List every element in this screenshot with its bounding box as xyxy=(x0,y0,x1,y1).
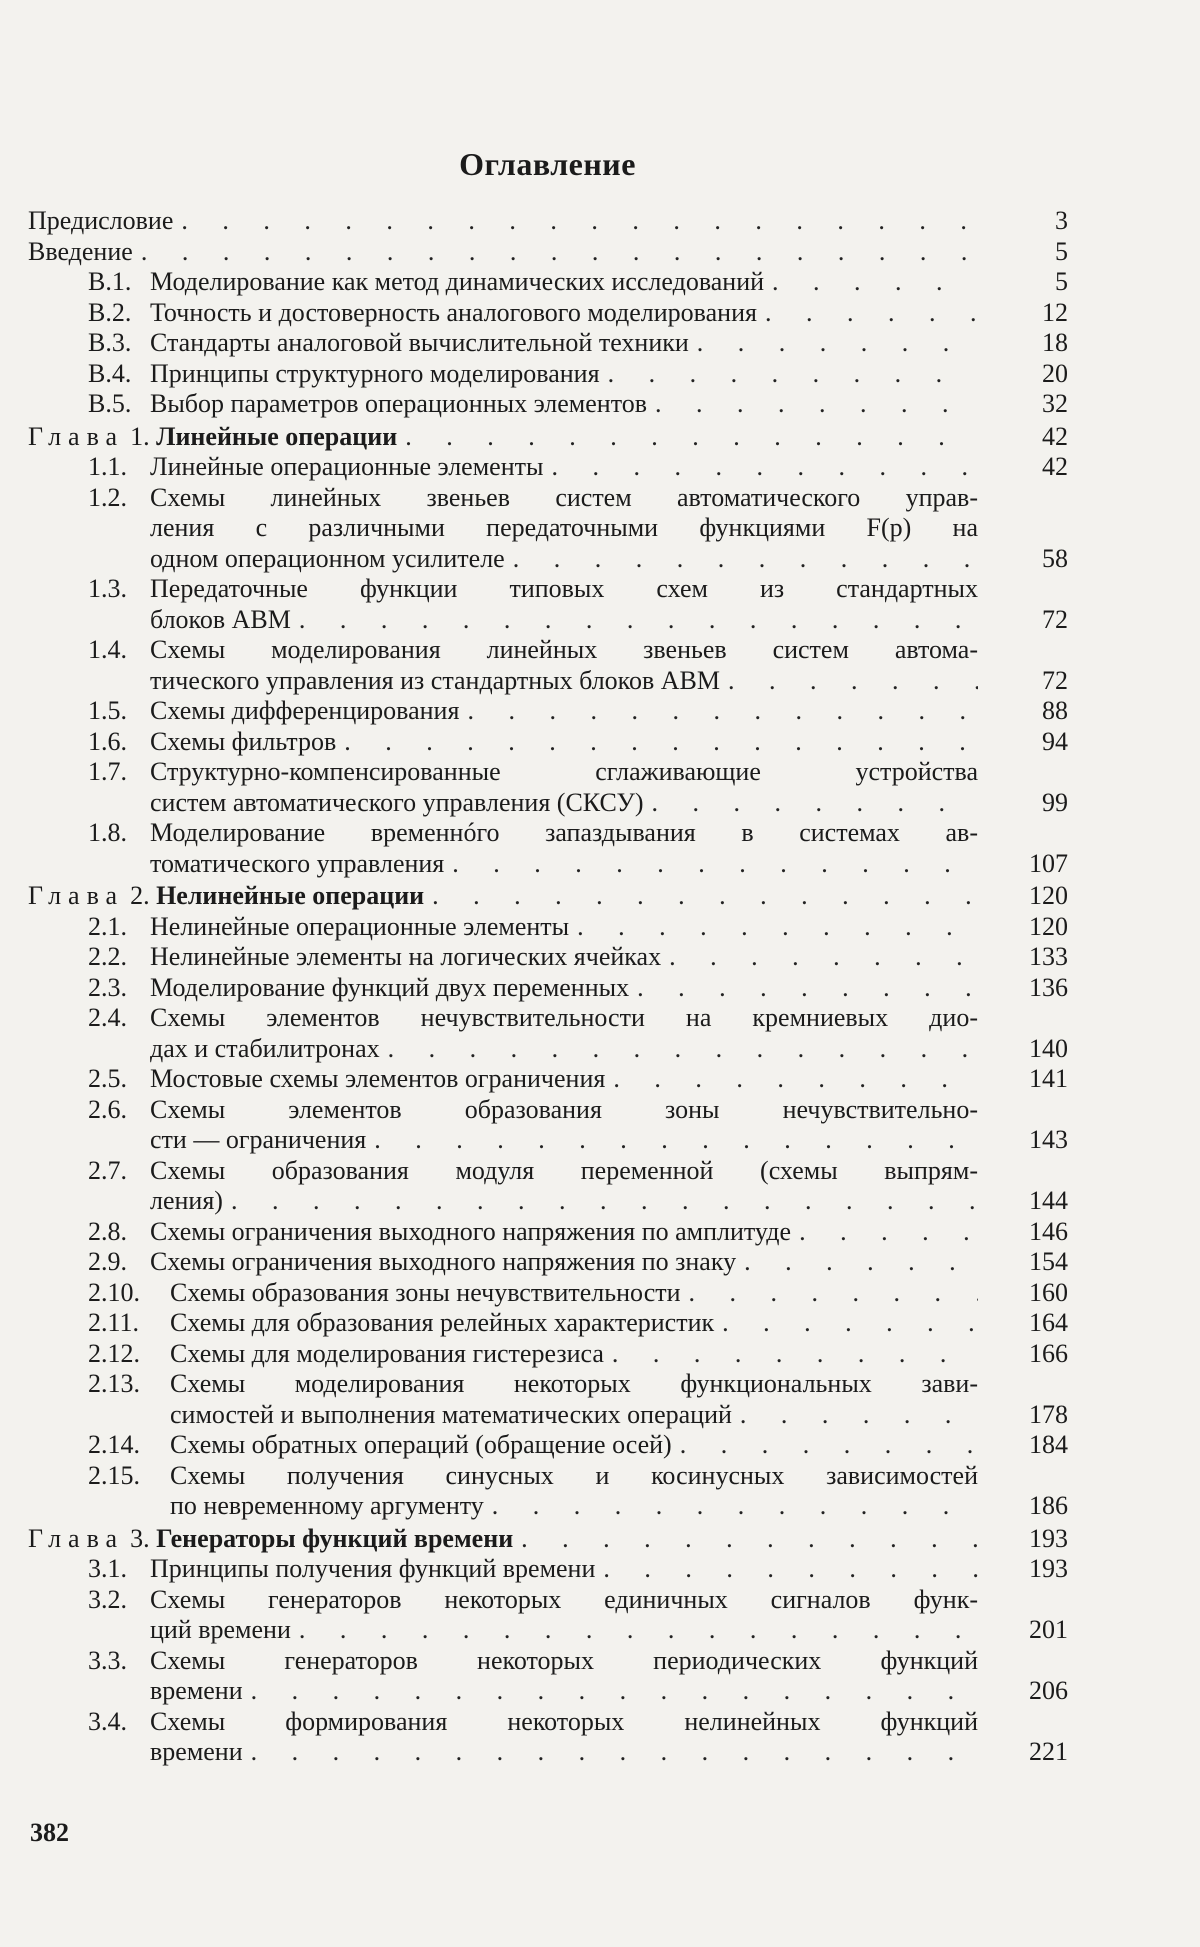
section-number: B.3. xyxy=(88,328,150,359)
section-number: 2.13. xyxy=(88,1369,170,1400)
section-number: 3.2. xyxy=(88,1585,150,1616)
toc-entry xyxy=(28,1707,1068,1768)
entry-page-number: 164 xyxy=(998,1308,1068,1339)
dot-leader: . . . . . . . . . . . . xyxy=(492,1491,978,1521)
entry-title-line: Схемы для моделирования гистерезиса xyxy=(170,1339,604,1370)
entry-page-number: 154 xyxy=(998,1247,1068,1278)
section-number: 2.1. xyxy=(88,912,150,943)
toc-entry xyxy=(28,328,1068,359)
toc-entry xyxy=(28,1003,1068,1064)
toc-entry xyxy=(28,452,1068,483)
dot-leader: . . . . . . . . . xyxy=(608,359,978,389)
entry-title-line: Выбор параметров операционных элементов xyxy=(150,389,647,420)
chapter-number: 3. xyxy=(130,1524,150,1553)
section-number: 1.1. xyxy=(88,452,150,483)
dot-leader: . . . . . . . . . . . . . . . . . . xyxy=(251,1737,978,1767)
section-number: 2.11. xyxy=(88,1308,170,1339)
entry-page-number: 178 xyxy=(998,1400,1068,1431)
entry-page-number: 136 xyxy=(998,973,1068,1004)
dot-leader: . . . . xyxy=(799,1217,978,1247)
toc-entry xyxy=(28,973,1068,1004)
entry-title-line: Мостовые схемы элементов ограничения xyxy=(150,1064,605,1095)
entry-page-number: 58 xyxy=(998,544,1068,575)
section-number: 2.9. xyxy=(88,1247,150,1278)
entry-title-line: симостей и выполнения математических операций xyxy=(170,1400,732,1431)
chapter-number: 2. xyxy=(130,881,150,910)
dot-leader: . . . . . xyxy=(772,267,978,297)
dot-leader: . . . . . . . . . . . . . xyxy=(432,881,978,911)
toc-entry xyxy=(28,1308,1068,1339)
toc-entry xyxy=(28,757,1068,818)
dot-leader: . . . . . . . . . . . xyxy=(521,1524,978,1554)
toc-entry xyxy=(28,1646,1068,1707)
entry-title-line: ций времени xyxy=(150,1615,291,1646)
entry-title-line: Линейные операционные элементы xyxy=(150,452,543,483)
section-number: 2.8. xyxy=(88,1217,150,1248)
entry-title-line: Введение xyxy=(28,237,133,268)
entry-page-number: 120 xyxy=(998,881,1068,912)
entry-title-line: Схемы обратных операций (обращение осей) xyxy=(170,1430,672,1461)
section-number: 2.10. xyxy=(88,1278,170,1309)
entry-page-number: 42 xyxy=(998,422,1068,453)
toc-chapter-entry xyxy=(28,881,1068,912)
section-number: 1.7. xyxy=(88,757,150,788)
entry-title-line: блоков АВМ xyxy=(150,605,291,636)
entry-page-number: 206 xyxy=(998,1676,1068,1707)
dot-leader: . . . . . . . . . . . . . . . . . xyxy=(299,1615,978,1645)
toc-entry xyxy=(28,1430,1068,1461)
toc-entry xyxy=(28,267,1068,298)
section-number: 2.6. xyxy=(88,1095,150,1126)
entry-page-number: 141 xyxy=(998,1064,1068,1095)
toc-entry xyxy=(28,1247,1068,1278)
section-number: B.5. xyxy=(88,389,150,420)
toc-entry xyxy=(28,1554,1068,1585)
entry-title-line: Моделирование функций двух переменных xyxy=(150,973,629,1004)
entry-page-number: 184 xyxy=(998,1430,1068,1461)
section-number: 3.4. xyxy=(88,1707,150,1738)
page xyxy=(0,0,1200,1947)
dot-leader: . . . . . . . xyxy=(697,328,978,358)
dot-leader: . . . . . . xyxy=(744,1247,978,1277)
entry-title-line: Структурно-компенсированные сглаживающие устройства xyxy=(150,757,978,788)
entry-title-line: томатического управления xyxy=(150,849,444,880)
section-number: 2.3. xyxy=(88,973,150,1004)
section-number: B.4. xyxy=(88,359,150,390)
chapter-word: Глава xyxy=(28,422,124,451)
section-number: 1.3. xyxy=(88,574,150,605)
entry-page-number: 20 xyxy=(998,359,1068,390)
toc-entry xyxy=(28,1369,1068,1430)
entry-page-number: 133 xyxy=(998,942,1068,973)
entry-page-number: 193 xyxy=(998,1554,1068,1585)
toc-entry xyxy=(28,1585,1068,1646)
entry-page-number: 94 xyxy=(998,727,1068,758)
entry-title-line: времени xyxy=(150,1737,243,1768)
entry-title-line: Схемы фильтров xyxy=(150,727,336,758)
dot-leader: . . . . . . . . . xyxy=(603,1554,978,1584)
dot-leader: . . . . . . . . . . . . . xyxy=(467,696,978,726)
entry-page-number: 186 xyxy=(998,1491,1068,1522)
dot-leader: . . . . . . . . xyxy=(655,389,978,419)
entry-page-number: 18 xyxy=(998,328,1068,359)
entry-title-line: Стандарты аналоговой вычислительной техники xyxy=(150,328,689,359)
toc-entry xyxy=(28,1339,1068,1370)
toc-entry xyxy=(28,574,1068,635)
toc-entry xyxy=(28,635,1068,696)
entry-title-line: Схемы генераторов некоторых периодических функций xyxy=(150,1646,978,1677)
entry-page-number: 140 xyxy=(998,1034,1068,1065)
page-number: 382 xyxy=(30,1818,69,1848)
toc-entry xyxy=(28,483,1068,575)
dot-leader: . . . . . . . . . . . . . . . . xyxy=(344,727,978,757)
dot-leader: . . . . . . . . . . . . . . . . . xyxy=(299,605,978,635)
section-number: 1.6. xyxy=(88,727,150,758)
chapter-title: Нелинейные операции xyxy=(156,881,424,910)
entry-page-number: 146 xyxy=(998,1217,1068,1248)
dot-leader: . . . . . . . . . xyxy=(612,1339,978,1369)
section-number: B.2. xyxy=(88,298,150,329)
section-number: 2.4. xyxy=(88,1003,150,1034)
entry-title-line: Схемы моделирования линейных звеньев систем автома- xyxy=(150,635,978,666)
section-number: 1.4. xyxy=(88,635,150,666)
entry-page-number: 120 xyxy=(998,912,1068,943)
dot-leader: . . . . . . . . xyxy=(637,973,978,1003)
section-number: 2.12. xyxy=(88,1339,170,1370)
dot-leader: . . . . . . . . xyxy=(669,942,978,972)
entry-page-number: 32 xyxy=(998,389,1068,420)
entry-page-number: 201 xyxy=(998,1615,1068,1646)
entry-page-number: 88 xyxy=(998,696,1068,727)
dot-leader: . . . . . . xyxy=(740,1400,978,1430)
entry-title-line: Передаточные функции типовых схем из стандартных xyxy=(150,574,978,605)
dot-leader: . . . . . . . . . . . . . . . xyxy=(374,1125,978,1155)
entry-page-number: 3 xyxy=(998,206,1068,237)
entry-title-line: тического управления из стандартных блоков АВМ xyxy=(150,666,720,697)
toc-entry xyxy=(28,1064,1068,1095)
entry-title-line: Моделирование как метод динамических исследований xyxy=(150,267,764,298)
entry-title-line: Схемы получения синусных и косинусных зависимостей xyxy=(170,1461,978,1492)
toc-entry xyxy=(28,389,1068,420)
section-number: 3.3. xyxy=(88,1646,150,1677)
dot-leader: . . . . . . . . . . xyxy=(551,452,978,482)
toc-entry xyxy=(28,942,1068,973)
toc-entry xyxy=(28,696,1068,727)
dot-leader: . . . . . . xyxy=(722,1308,978,1338)
entry-page-number: 72 xyxy=(998,666,1068,697)
page-title: Оглавление xyxy=(0,146,1095,183)
section-number: 2.15. xyxy=(88,1461,170,1492)
entry-page-number: 166 xyxy=(998,1339,1068,1370)
entry-title-line: Схемы элементов нечувствительности на кремниевых дио- xyxy=(150,1003,978,1034)
toc-entry xyxy=(28,1278,1068,1309)
dot-leader: . . . . . . . xyxy=(680,1430,978,1460)
toc-chapter-entry xyxy=(28,422,1068,453)
dot-leader: . . . . . . . . . . . xyxy=(513,544,978,574)
toc-entry xyxy=(28,1217,1068,1248)
chapter-title: Генераторы функций времени xyxy=(156,1524,513,1553)
dot-leader: . . . . . xyxy=(765,298,978,328)
entry-page-number: 160 xyxy=(998,1278,1068,1309)
entry-page-number: 99 xyxy=(998,788,1068,819)
section-number: 1.5. xyxy=(88,696,150,727)
entry-title-line: сти — ограничения xyxy=(150,1125,366,1156)
toc-entry xyxy=(28,206,1068,237)
toc-entry xyxy=(28,1156,1068,1217)
entry-title-line: систем автоматического управления (СКСУ) xyxy=(150,788,644,819)
section-number: B.1. xyxy=(88,267,150,298)
dot-leader: . . . . . . . . . . . . . . xyxy=(405,422,978,452)
entry-title-line: Схемы формирования некоторых нелинейных функций xyxy=(150,1707,978,1738)
dot-leader: . . . . . . . . . . xyxy=(577,912,978,942)
entry-title-line: ления) xyxy=(150,1186,223,1217)
entry-page-number: 143 xyxy=(998,1125,1068,1156)
toc-chapter-entry xyxy=(28,1524,1068,1555)
toc-entry xyxy=(28,727,1068,758)
dot-leader: . . . . . . . . . xyxy=(613,1064,978,1094)
entry-title-line: Моделирование временнóго запаздывания в системах ав- xyxy=(150,818,978,849)
entry-title-line: Схемы образования модуля переменной (схемы выпрям- xyxy=(150,1156,978,1187)
entry-title-line: Схемы дифференцирования xyxy=(150,696,459,727)
entry-page-number: 221 xyxy=(998,1737,1068,1768)
toc-entry xyxy=(28,359,1068,390)
toc-entry xyxy=(28,237,1068,268)
dot-leader: . . . . . . . . . . . . . . . . . . . xyxy=(181,206,978,236)
section-number: 1.8. xyxy=(88,818,150,849)
dot-leader: . . . . . . . . . . . . . . xyxy=(388,1034,978,1064)
chapter-number: 1. xyxy=(130,422,150,451)
section-number: 2.2. xyxy=(88,942,150,973)
entry-page-number: 107 xyxy=(998,849,1068,880)
entry-title-line: Схемы генераторов некоторых единичных сигналов функ- xyxy=(150,1585,978,1616)
dot-leader: . . . . . . . . . . . . . . . . . . xyxy=(251,1676,978,1706)
entry-title-line: Схемы ограничения выходного напряжения по амплитуде xyxy=(150,1217,791,1248)
entry-title-line: ления с различными передаточными функциями F(p) на xyxy=(150,513,978,544)
entry-title-line: Схемы линейных звеньев систем автоматического управ- xyxy=(150,483,978,514)
toc-entry xyxy=(28,912,1068,943)
entry-title-line: Схемы элементов образования зоны нечувствительно- xyxy=(150,1095,978,1126)
chapter-word: Глава xyxy=(28,1524,124,1553)
entry-title-line: одном операционном усилителе xyxy=(150,544,505,575)
section-number: 2.5. xyxy=(88,1064,150,1095)
entry-title-line: Схемы ограничения выходного напряжения по знаку xyxy=(150,1247,736,1278)
entry-title-line: времени xyxy=(150,1676,243,1707)
section-number: 2.7. xyxy=(88,1156,150,1187)
entry-title-line: Схемы моделирования некоторых функциональных зави- xyxy=(170,1369,978,1400)
toc-entry xyxy=(28,298,1068,329)
dot-leader: . . . . . . . . . . . . . . . . . . xyxy=(231,1186,978,1216)
entry-page-number: 42 xyxy=(998,452,1068,483)
toc-entry xyxy=(28,1095,1068,1156)
entry-title-line: Принципы структурного моделирования xyxy=(150,359,600,390)
entry-title-line: Точность и достоверность аналогового моделирования xyxy=(150,298,757,329)
chapter-title: Линейные операции xyxy=(156,422,397,451)
dot-leader: . . . . . . . . xyxy=(652,788,978,818)
entry-title-line: Нелинейные операционные элементы xyxy=(150,912,569,943)
entry-title-line: Принципы получения функций времени xyxy=(150,1554,595,1585)
section-number: 3.1. xyxy=(88,1554,150,1585)
entry-title-line: Нелинейные элементы на логических ячейках xyxy=(150,942,661,973)
dot-leader: . . . . . . . xyxy=(689,1278,978,1308)
entry-title-line: Предисловие xyxy=(28,206,173,237)
section-number: 1.2. xyxy=(88,483,150,514)
entry-page-number: 5 xyxy=(998,267,1068,298)
section-number: 2.14. xyxy=(88,1430,170,1461)
entry-title-line: Схемы образования зоны нечувствительности xyxy=(170,1278,681,1309)
entry-page-number: 72 xyxy=(998,605,1068,636)
entry-title-line: по невременному аргументу xyxy=(170,1491,484,1522)
dot-leader: . . . . . . . . . . . . . . . . . . . . xyxy=(141,237,978,267)
entry-page-number: 5 xyxy=(998,237,1068,268)
entry-page-number: 193 xyxy=(998,1524,1068,1555)
dot-leader: . . . . . . xyxy=(728,666,978,696)
entry-title-line: дах и стабилитронах xyxy=(150,1034,380,1065)
entry-page-number: 12 xyxy=(998,298,1068,329)
entry-title-line: Схемы для образования релейных характеристик xyxy=(170,1308,714,1339)
entry-page-number: 144 xyxy=(998,1186,1068,1217)
toc-entry xyxy=(28,818,1068,879)
chapter-word: Глава xyxy=(28,881,124,910)
toc-entry xyxy=(28,1461,1068,1522)
table-of-contents xyxy=(28,206,1068,1768)
dot-leader: . . . . . . . . . . . . . xyxy=(452,849,978,879)
